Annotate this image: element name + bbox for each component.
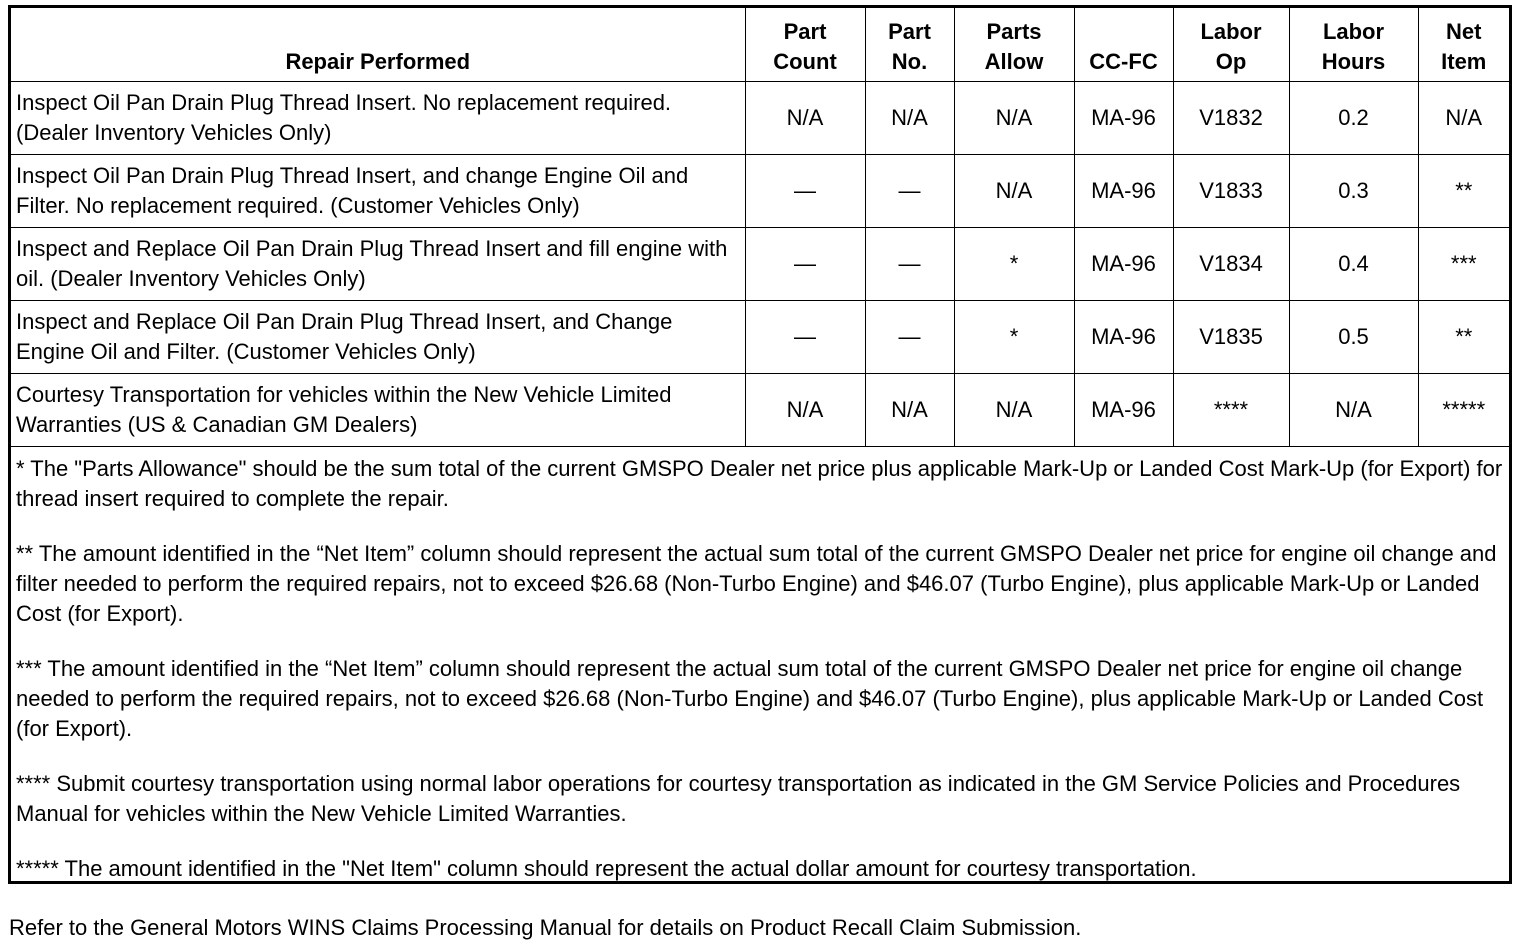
net-item-cell: ** (1418, 300, 1509, 373)
part-count-cell: — (745, 300, 865, 373)
labor-hours-cell: 0.4 (1289, 227, 1418, 300)
repair-performed-cell: Inspect Oil Pan Drain Plug Thread Insert. No replacement required. (Dealer Inventory Vehicles Only) (11, 81, 745, 154)
part-count-cell: — (745, 227, 865, 300)
part-count-cell: — (745, 154, 865, 227)
parts-allow-cell: * (954, 227, 1074, 300)
claims-manual-reference: Refer to the General Motors WINS Claims Processing Manual for details on Product Recall Claim Submission. (9, 915, 1082, 940)
part-no-cell: — (865, 227, 954, 300)
table-row (11, 227, 1509, 300)
net-item-cell: ***** (1418, 373, 1509, 446)
part-no-cell: — (865, 300, 954, 373)
cc-fc-cell: MA-96 (1074, 81, 1173, 154)
labor-hours-cell: 0.3 (1289, 154, 1418, 227)
repair-table (11, 8, 1509, 447)
net-item-cell: N/A (1418, 81, 1509, 154)
table-row (11, 300, 1509, 373)
labor-op-cell: V1832 (1173, 81, 1289, 154)
header-repair-performed: Repair Performed (11, 8, 745, 81)
labor-op-cell: **** (1173, 373, 1289, 446)
labor-op-cell: V1833 (1173, 154, 1289, 227)
parts-allow-cell: N/A (954, 81, 1074, 154)
footnote-net-item-oil: *** The amount identified in the “Net Item” column should represent the actual sum total of the current GMSPO Dealer net price for engine oil change needed to perform the required repairs, not to exceed $26.68 (Non-Turbo Engine) and $46.07 (Turbo Engine), plus applicable Mark-Up or Landed Cost (for Export). (16, 656, 1484, 741)
header-labor-op: Labor Op (1173, 8, 1289, 81)
cc-fc-cell: MA-96 (1074, 154, 1173, 227)
header-part-count: Part Count (745, 8, 865, 81)
footnote-courtesy-transportation: **** Submit courtesy transportation using normal labor operations for courtesy transportation as indicated in the GM Service Policies and Procedures Manual for vehicles within the New Vehicle Limited Warranties. (16, 771, 1461, 826)
cc-fc-cell: MA-96 (1074, 227, 1173, 300)
table-row (11, 81, 1509, 154)
repair-performed-cell: Inspect Oil Pan Drain Plug Thread Insert, and change Engine Oil and Filter. No replacement required. (Customer Vehicles Only) (11, 154, 745, 227)
header-row (11, 8, 1509, 81)
footnote-net-item-oil-filter: ** The amount identified in the “Net Item” column should represent the actual sum total of the current GMSPO Dealer net price for engine oil change and filter needed to perform the required repairs, not to exceed $26.68 (Non-Turbo Engine) and $46.07 (Turbo Engine), plus applicable Mark-Up or Landed Cost (for Export). (16, 541, 1497, 626)
header-parts-allow: Parts Allow (954, 8, 1074, 81)
header-cc-fc: CC-FC (1074, 8, 1173, 81)
labor-hours-cell: 0.5 (1289, 300, 1418, 373)
part-count-cell: N/A (745, 373, 865, 446)
footnote-parts-allowance: * The "Parts Allowance" should be the sum total of the current GMSPO Dealer net price plus applicable Mark-Up or Landed Cost Mark-Up (for Export) for thread insert required to complete the repair. (16, 456, 1503, 511)
parts-allow-cell: * (954, 300, 1074, 373)
net-item-cell: *** (1418, 227, 1509, 300)
footnote-courtesy-amount: ***** The amount identified in the "Net Item" column should represent the actual dollar amount for courtesy transportation. (16, 856, 1197, 881)
part-count-cell: N/A (745, 81, 865, 154)
repair-performed-cell: Inspect and Replace Oil Pan Drain Plug Thread Insert and fill engine with oil. (Dealer Inventory Vehicles Only) (11, 227, 745, 300)
header-labor-hours: Labor Hours (1289, 8, 1418, 81)
header-part-no: Part No. (865, 8, 954, 81)
parts-allow-cell: N/A (954, 154, 1074, 227)
repair-performed-cell: Courtesy Transportation for vehicles within the New Vehicle Limited Warranties (US & Canadian GM Dealers) (11, 373, 745, 446)
table-row (11, 373, 1509, 446)
labor-hours-cell: 0.2 (1289, 81, 1418, 154)
repair-performed-cell: Inspect and Replace Oil Pan Drain Plug Thread Insert, and Change Engine Oil and Filter. (Customer Vehicles Only) (11, 300, 745, 373)
labor-op-cell: V1834 (1173, 227, 1289, 300)
labor-hours-cell: N/A (1289, 373, 1418, 446)
cc-fc-cell: MA-96 (1074, 300, 1173, 373)
net-item-cell: ** (1418, 154, 1509, 227)
part-no-cell: N/A (865, 81, 954, 154)
table-row (11, 154, 1509, 227)
parts-allow-cell: N/A (954, 373, 1074, 446)
cc-fc-cell: MA-96 (1074, 373, 1173, 446)
part-no-cell: — (865, 154, 954, 227)
labor-op-cell: V1835 (1173, 300, 1289, 373)
repair-table-frame (8, 5, 1512, 884)
part-no-cell: N/A (865, 373, 954, 446)
header-net-item: Net Item (1418, 8, 1509, 81)
